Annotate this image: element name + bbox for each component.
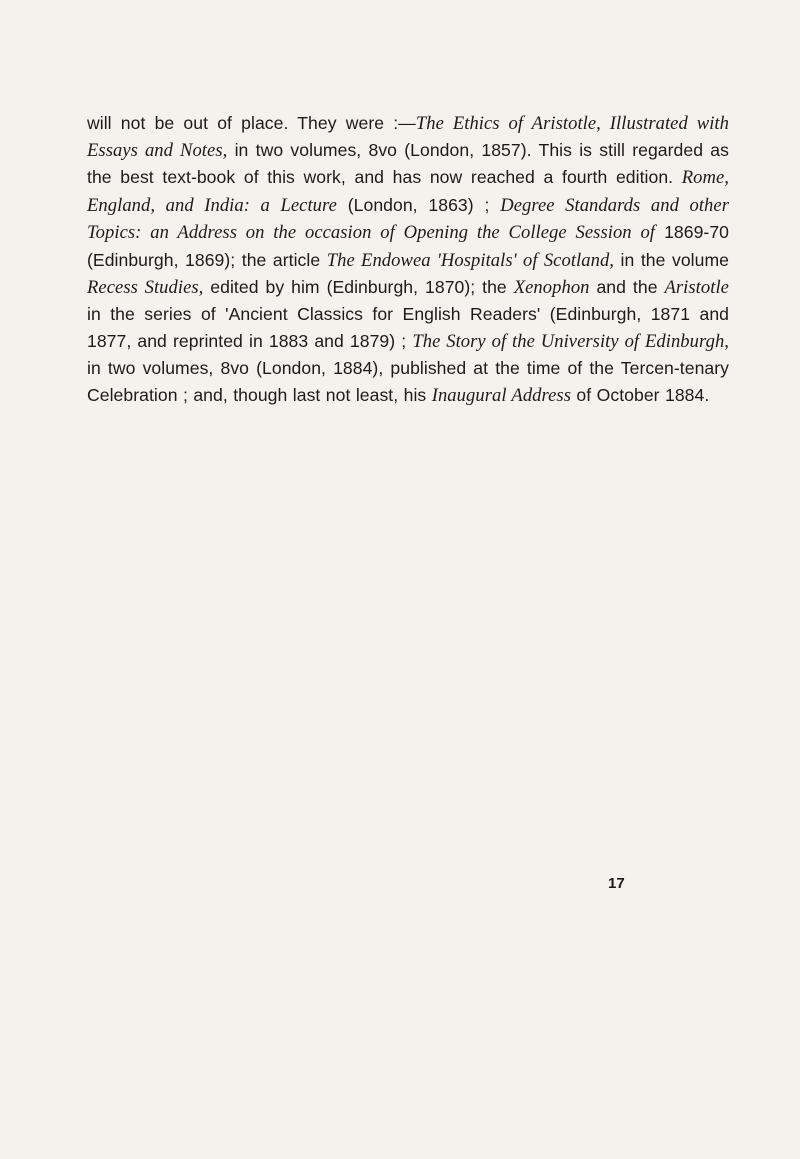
text-run: in the series of 'Ancient Classics for English Readers' (Edinburgh, 1871 and 1877, and reprinted in 1883 and 1879) ;: [87, 304, 729, 351]
italic-title-run: Degree Standards and other Topics: an Address on the occasion of Opening the College Session of: [87, 194, 729, 244]
italic-title-run: Xenophon: [513, 277, 590, 299]
text-run: (London, 1863) ;: [336, 194, 501, 215]
italic-title-run: Recess Studies,: [87, 277, 204, 299]
text-run: 1869-70 (Edinburgh, 1869); the article: [87, 222, 730, 270]
italic-title-run: Rome, England, and India: a Lecture: [87, 167, 729, 216]
body-paragraph: [87, 110, 729, 409]
italic-title-run: The Endowea 'Hospitals' of Scotland,: [326, 249, 614, 271]
italic-title-run: The Ethics of Aristotle, Illustrated with Essays and Notes,: [87, 112, 729, 161]
text-run: of October 1884.: [570, 384, 710, 405]
italic-title-run: Inaugural Address: [431, 384, 571, 406]
italic-title-run: Aristotle: [664, 277, 729, 299]
text-run: in two volumes, 8vo (London, 1857). This is still regarded as the best text-book of this work, and has now reached a fourth edition.: [87, 140, 729, 188]
text-run: in two volumes, 8vo (London, 1884), published at the time of the Tercen-tenary Celebration ; and, though last not least, his: [87, 358, 729, 405]
italic-title-run: The Story of the University of Edinburgh,: [412, 330, 729, 352]
text-run: in the volume: [614, 249, 730, 270]
text-run: edited by him (Edinburgh, 1870); the: [203, 277, 514, 298]
page-number: 17: [608, 875, 625, 892]
text-run: and the: [589, 277, 665, 298]
text-run: will not be out of place. They were :—: [87, 112, 416, 133]
